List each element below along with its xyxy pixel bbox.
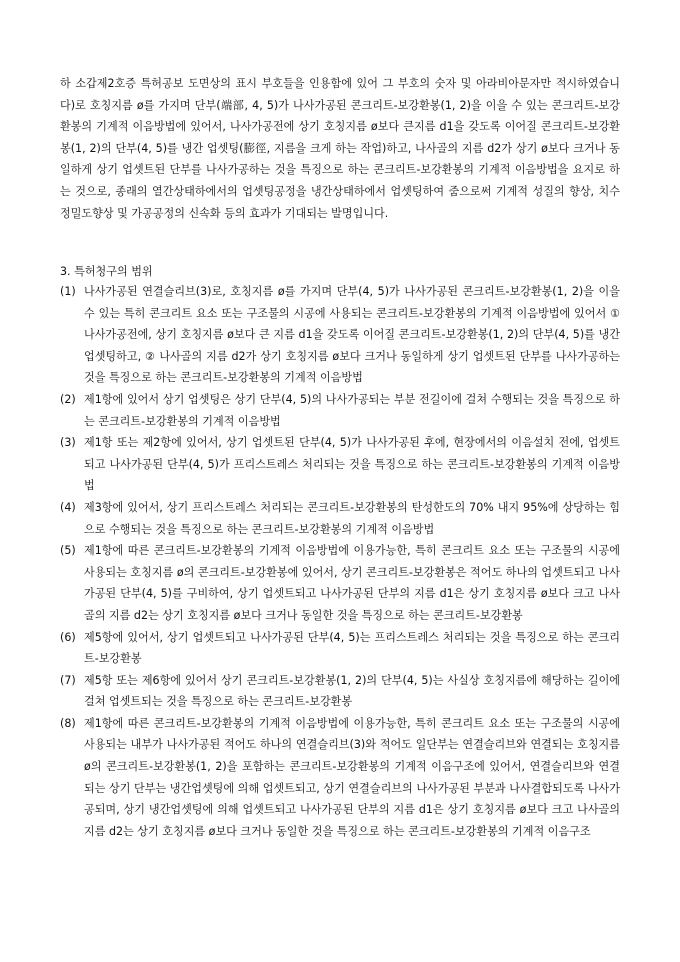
claim-number: (3) xyxy=(60,436,76,450)
claim-number: (5) xyxy=(60,544,76,558)
claim-text: 제5항에 있어서, 상기 업셋트되고 나사가공된 단부(4, 5)는 프리스트레스 처리되는 것을 특징으로 하는 콘크리트-보강환봉 xyxy=(84,630,620,666)
claim-item xyxy=(60,713,620,843)
intro-paragraph: 하 소갑제2호증 특허공보 도면상의 표시 부호들을 인용함에 있어 그 부호의 숫자 및 아라비아문자만 적시하였습니다)로 호칭지름 ø를 가지며 단부(端部, 4, 5)가 나사가공된 콘크리트-보강환봉(1, 2)을 이을 수 있는 콘크리트-보강환봉의 기계적 이음방법에 있어서, 나사가공전에 상기 호칭지름 ø보다 큰지름 d1을 갖도록 이어질 콘크리트-보강환봉(1, 2)의 단부(4, 5)를 냉간 업셋팅(膨徑, 지름을 크게 하는 작업)하고, 나사골의 지름 d2가 상기 ø보다 크거나 동일하게 상기 업셋트된 단부를 나사가공하는 것을 특징으로 하는 콘크리트-보강환봉의 기계적 이음방법을 요지로 하는 것으로, 종래의 열간상태하에서의 업셋팅공정을 냉간상태하에서 업셋팅하여 줌으로써 기계적 성질의 향상, 치수정밀도향상 및 가공공정의 신속화 등의 효과가 기대되는 발명입니다. xyxy=(60,77,620,220)
claim-number: (8) xyxy=(60,716,76,730)
claim-item xyxy=(60,281,620,389)
claim-item xyxy=(60,540,620,626)
claim-text: 제5항 또는 제6항에 있어서 상기 콘크리트-보강환봉(1, 2)의 단부(4, 5)는 사실상 호칭지름에 해당하는 길이에 걸쳐 업셋트되는 것을 특징으로 하는 콘크리트-보강환봉 xyxy=(84,673,620,709)
claims-list xyxy=(60,281,620,842)
claim-item xyxy=(60,627,620,670)
claim-text: 제1항 또는 제2항에 있어서, 상기 업셋트된 단부(4, 5)가 나사가공된 후에, 현장에서의 이음설치 전에, 업셋트되고 나사가공된 단부(4, 5)가 프리스트레스 처리되는 것을 특징으로 하는 콘크리트-보강환봉의 기계적 이음방법 xyxy=(84,436,620,493)
claim-item xyxy=(60,389,620,432)
claim-number: (2) xyxy=(60,392,76,406)
claim-item xyxy=(60,670,620,713)
claim-item xyxy=(60,497,620,540)
claim-number: (4) xyxy=(60,500,76,514)
claim-text: 제1항에 있어서 상기 업셋팅은 상기 단부(4, 5)의 나사가공되는 부분 전길이에 걸쳐 수행되는 것을 특징으로 하는 콘크리트-보강환봉의 기계적 이음방법 xyxy=(84,392,620,428)
section-title: 3. 특허청구의 범위 xyxy=(60,265,153,278)
claim-text: 제1항에 따른 콘크리트-보강환봉의 기계적 이음방법에 이용가능한, 특히 콘크리트 요소 또는 구조물의 시공에 사용되는 호칭지름 ø의 콘크리트-보강환봉에 있어서, 상기 콘크리트-보강환봉은 적어도 하나의 업셋트되고 나사가공된 단부(4, 5)를 구비하여, 상기 업셋트되고 나사가공된 단부의 지름 d1은 상기 호칭지름 ø보다 크고 나사골의 지름 d2는 상기 호칭지름 ø보다 크거나 동일한 것을 특징으로 하는 콘크리트-보강환봉 xyxy=(84,544,620,622)
claim-text: 제1항에 따른 콘크리트-보강환봉의 기계적 이음방법에 이용가능한, 특히 콘크리트 요소 또는 구조물의 시공에 사용되는 내부가 나사가공된 적어도 하나의 연결슬리브(3)와 적어도 일단부는 연결슬리브와 연결되는 호칭지름 ø의 콘크리트-보강환봉(1, 2)을 포함하는 콘크리트-보강환봉의 기계적 이음구조에 있어서, 연결슬리브와 연결되는 상기 단부는 냉간업셋팅에 의해 업셋트되고, 상기 연결슬리브의 나사가공된 부분과 나사결합되도록 나사가공되며, 상기 냉간업셋팅에 의해 업셋트되고 나사가공된 단부의 지름 d1은 상기 호칭지름 ø보다 크고 나사골의 지름 d2는 상기 호칭지름 ø보다 크거나 동일한 것을 특징으로 하는 콘크리트-보강환봉의 기계적 이음구조 xyxy=(84,716,620,838)
claim-text: 제3항에 있어서, 상기 프리스트레스 처리되는 콘크리트-보강환봉의 탄성한도의 70% 내지 95%에 상당하는 힘으로 수행되는 것을 특징으로 하는 콘크리트-보강환봉의 기계적 이음방법 xyxy=(84,500,620,536)
claim-text: 나사가공된 연결슬리브(3)로, 호칭지름 ø를 가지며 단부(4, 5)가 나사가공된 콘크리트-보강환봉(1, 2)을 이을 수 있는 특히 콘크리트 요소 또는 구조물의 시공에 사용되는 콘크리트-보강환봉의 기계적 이음방법에 있어서 ① 나사가공전에, 상기 호칭지름 ø보다 큰 지름 d1을 갖도록 이어질 콘크리트-보강환봉(1, 2)의 단부(4, 5)를 냉간 업셋팅하고, ② 나사골의 지름 d2가 상기 호칭지름 ø보다 크거나 동일하게 상기 업셋트된 단부를 나사가공하는 것을 특징으로 하는 콘크리트-보강환봉의 기계적 이음방법 xyxy=(84,285,620,385)
claim-number: (1) xyxy=(60,285,76,298)
claim-number: (6) xyxy=(60,630,76,644)
claim-number: (7) xyxy=(60,673,76,687)
claim-item xyxy=(60,432,620,497)
